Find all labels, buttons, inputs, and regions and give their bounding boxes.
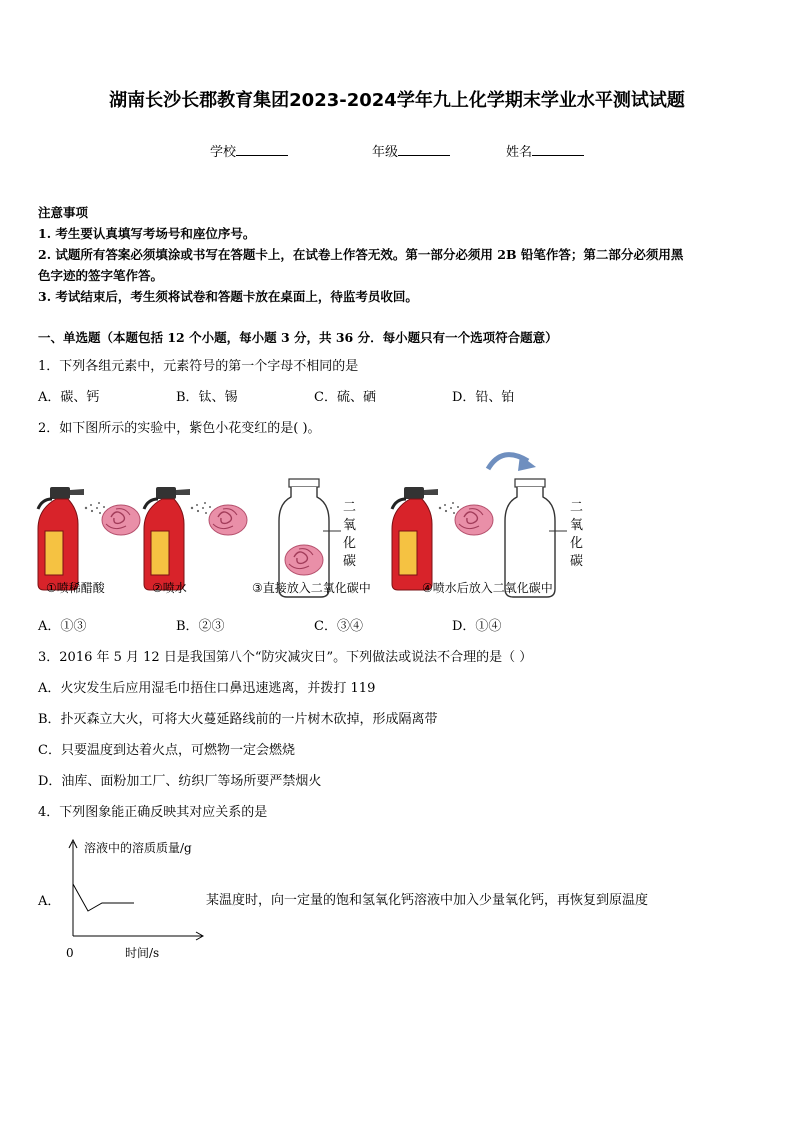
- notice-item: 色字迹的签字笔作答。: [38, 268, 164, 283]
- question-3-stem: 3．2016 年 5 月 12 日是我国第八个“防灾减灾日”。下列做法或说法不合理的是（ ）: [38, 650, 533, 665]
- grade-field: [372, 141, 450, 160]
- question-1-stem: 1．下列各组元素中，元素符号的第一个字母不相同的是: [38, 359, 359, 374]
- caption-1: ①喷稀醋酸: [46, 581, 105, 595]
- notice-item: 3. 考试结束后，考生须将试卷和答题卡放在桌面上，待监考员收回。: [38, 289, 418, 304]
- caption-4: ④喷水后放入二氧化碳中: [422, 581, 553, 595]
- jar-label-char: 化: [343, 536, 357, 551]
- caption-2: ②喷水: [152, 581, 187, 595]
- q1-option-c: C．硫、硒: [314, 390, 376, 405]
- jar-label-char: 碳: [343, 554, 357, 569]
- solute-mass-graph: [60, 836, 210, 966]
- question-2-stem: 2．如下图所示的实验中，紫色小花变红的是( )。: [38, 421, 321, 436]
- name-field: [506, 141, 584, 160]
- q3-option-a: A．火灾发生后应用湿毛巾捂住口鼻迅速逃离，并拨打 119: [38, 681, 376, 696]
- jar-label-char: 氧: [570, 518, 584, 533]
- notice-heading: 注意事项: [38, 205, 89, 220]
- q4-option-a-label: A．: [38, 894, 61, 909]
- section-heading: 一、单选题（本题包括 12 个小题，每小题 3 分，共 36 分．每小题只有一个选项符合题意）: [38, 330, 558, 345]
- jar-label-char: 化: [570, 536, 584, 551]
- q1-option-a: A．碳、钙: [38, 390, 100, 405]
- jar-label-char: 二: [570, 500, 584, 515]
- page-title: 湖南长沙长郡教育集团2023-2024学年九上化学期末学业水平测试试题: [109, 90, 685, 111]
- notice-item: 1. 考生要认真填写考场号和座位序号。: [38, 226, 256, 241]
- jar-label-char: 碳: [570, 554, 584, 569]
- q2-option-d: D．①④: [452, 619, 502, 634]
- jar-label-char: 二: [343, 500, 357, 515]
- question-4-stem: 4．下列图象能正确反映其对应关系的是: [38, 805, 268, 820]
- grade-label: 年级: [372, 145, 399, 160]
- q3-option-d: D．油库、面粉加工厂、纺织厂等场所要严禁烟火: [38, 774, 322, 789]
- sprayer-1-icon: [38, 487, 140, 590]
- q3-option-b: B．扑灭森立大火，可将大火蔓延路线前的一片树木砍掉，形成隔离带: [38, 712, 438, 727]
- jar-label-char: 氧: [343, 518, 357, 533]
- q1-option-d: D．铅、铂: [452, 390, 515, 405]
- sprayer-2-icon: [144, 487, 247, 590]
- q2-option-b: B．②③: [176, 619, 225, 634]
- q2-option-a: A．①③: [38, 619, 87, 634]
- graph-curve: [73, 884, 134, 911]
- school-label: 学校: [210, 145, 237, 160]
- graph-xlabel: 时间/s: [125, 946, 160, 960]
- caption-3: ③直接放入二氧化碳中: [252, 581, 371, 595]
- q4-option-a-text: 某温度时，向一定量的饱和氢氧化钙溶液中加入少量氧化钙，再恢复到原温度: [206, 893, 649, 908]
- sprayer-4-icon: [392, 487, 493, 590]
- school-field: [210, 141, 288, 160]
- graph-origin: 0: [66, 946, 74, 960]
- q2-option-c: C．③④: [314, 619, 363, 634]
- name-blank: [532, 143, 584, 156]
- graph-ylabel: 溶液中的溶质质量/g: [84, 841, 192, 855]
- name-label: 姓名: [506, 145, 533, 160]
- grade-blank: [398, 143, 450, 156]
- school-blank: [236, 143, 288, 156]
- q3-option-c: C．只要温度到达着火点，可燃物一定会燃烧: [38, 743, 295, 758]
- notice-item: 2. 试题所有答案必须填涂或书写在答题卡上，在试卷上作答无效。第一部分必须用 2B 铅笔作答；第二部分必须用黑: [38, 247, 684, 262]
- q1-option-b: B．钛、锡: [176, 390, 238, 405]
